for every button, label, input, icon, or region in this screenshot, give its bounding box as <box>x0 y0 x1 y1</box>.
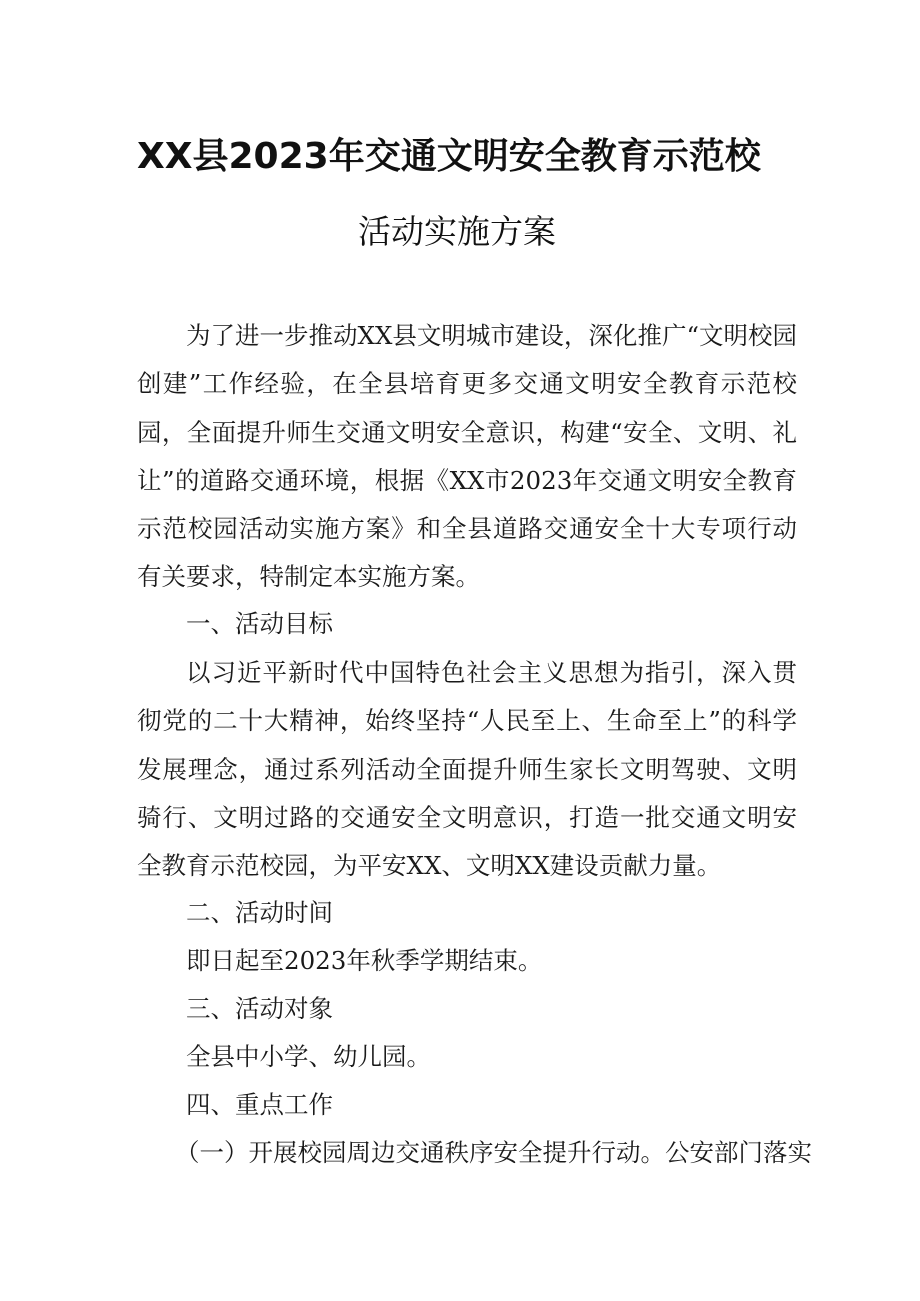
document-title-line-2: 活动实施方案 <box>358 212 556 251</box>
section-2-heading: 二、活动时间 <box>186 898 333 927</box>
section-2-text: 即日起至2023年秋季学期结束。 <box>186 946 543 975</box>
intro-paragraph: 为了进一步推动XX县文明城市建设，深化推广“文明校园创建”工作经验，在全县培育更多交通文明安全教育示范校园，全面提升师生交通文明安全意识，构建“安全、文明、礼让”的道路交通环境，根据《XX市2023年交通文明安全教育示范校园活动实施方案》和全县道路交通安全十大专项行动有关要求，特制定本实施方案。 <box>137 321 797 592</box>
document-title-line-1: XX县2023年交通文明安全教育示范校 <box>137 136 761 177</box>
section-1-heading: 一、活动目标 <box>186 609 333 638</box>
section-4-item-1: （一）开展校园周边交通秩序安全提升行动。公安部门落实 <box>175 1138 812 1167</box>
section-1-paragraph: 以习近平新时代中国特色社会主义思想为指引，深入贯彻党的二十大精神，始终坚持“人民至上、生命至上”的科学发展理念，通过系列活动全面提升师生家长文明驾驶、文明骑行、文明过路的交通安全文明意识，打造一批交通文明安全教育示范校园，为平安XX、文明XX建设贡献力量。 <box>137 658 797 881</box>
section-4-heading: 四、重点工作 <box>186 1090 333 1119</box>
section-3-heading: 三、活动对象 <box>186 994 333 1023</box>
section-3-text: 全县中小学、幼儿园。 <box>186 1042 431 1071</box>
